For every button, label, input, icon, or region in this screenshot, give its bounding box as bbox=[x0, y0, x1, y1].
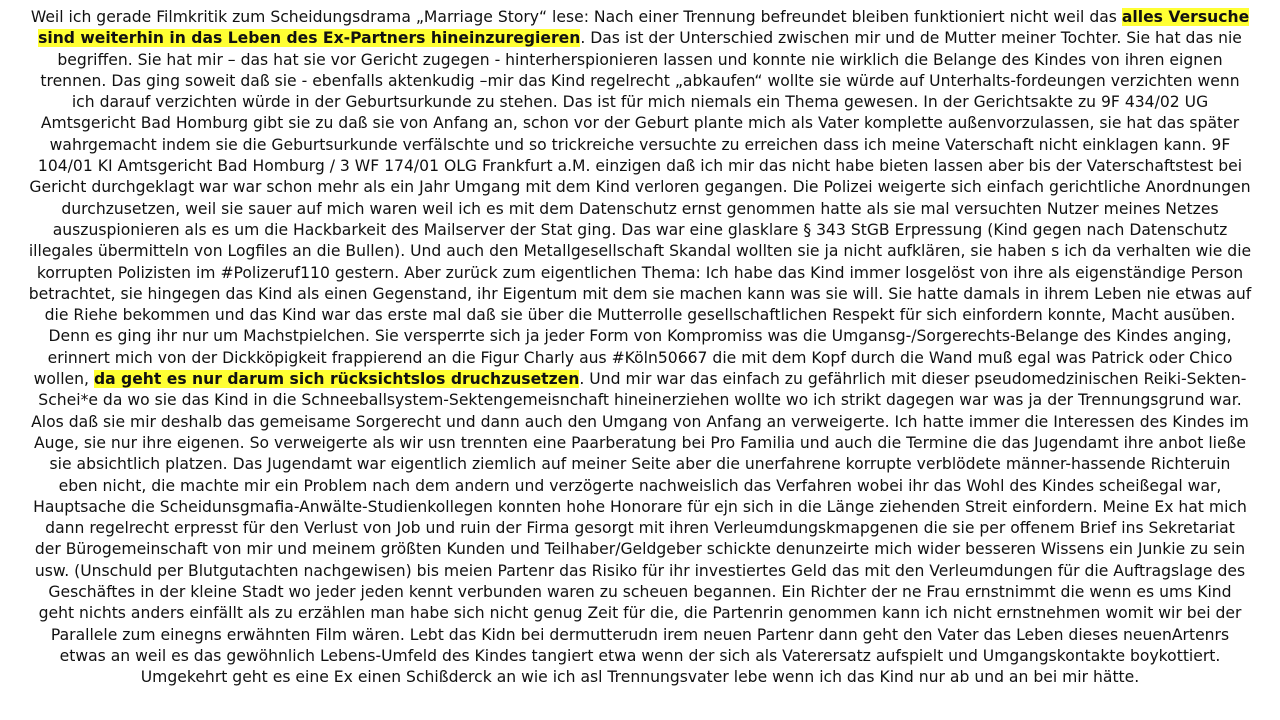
text-line bbox=[51, 625, 1229, 646]
text-segment: 104/01 KI Amtsgericht Bad Homburg / 3 WF 174/01 OLG Frankfurt a.M. einzigen daß ich mir das nicht habe bieten lassen aber bis der Vaterschaftstest bei bbox=[37, 157, 1243, 176]
text-segment: Gericht durchgeklagt war war schon mehr als ein Jahr Umgang mit dem Kind verloren gegangen. Die Polizei weigerte sich einfach gerichtliche Anordnungen bbox=[29, 178, 1251, 197]
text-line bbox=[48, 348, 1233, 369]
text-segment: Umgekehrt geht es eine Ex einen Schißderck an wie ich asl Trennungsvater lebe wenn ich das Kind nur ab und an bei mir hätte. bbox=[140, 668, 1140, 687]
text-line bbox=[40, 71, 1239, 92]
text-segment: Schei*e da wo sie das Kind in die Schneeballsystem-Sektengemeisnchaft hineinerziehen wollte wo ich strikt dagegen war was ja der Trennungsgrund war. bbox=[38, 391, 1242, 410]
text-line bbox=[61, 199, 1218, 220]
text-segment: eben nicht, die machte mir ein Problem nach dem andern und verzögerte nachweislich das Verfahren wobei ihr das Wohl des Kindes scheißegal war, bbox=[58, 476, 1222, 495]
text-segment: Parallele zum einegns erwähnten Film wären. Lebt das Kidn bei dermutterudn irem neuen Partenr dann geht den Vater das Leben dieses neuenArtenrs bbox=[50, 625, 1230, 644]
text-line bbox=[41, 113, 1239, 134]
text-line bbox=[34, 433, 1246, 454]
text-segment: illegales übermitteln von Logfiles an die Bullen). Und auch den Metallgesellschaft Skandal wollten sie ja nicht aufklären, sie haben s ich da verhalten wie die bbox=[28, 242, 1252, 261]
text-segment: betrachtet, sie hingegen das Kind als einen Gegenstand, ihr Eigentum mit dem sie machen kann was sie will. Sie hatte damals in ihrem Leben nie etwas auf bbox=[28, 284, 1252, 303]
text-segment: wollen, bbox=[33, 370, 94, 389]
text-segment: korrupten Polizisten im #Polizeruf110 gestern. Aber zurück zum eigentlichen Thema: Ich habe das Kind immer losgelöst von ihre als eigenständige Person bbox=[36, 263, 1244, 282]
text-segment: Hauptsache die Scheidunsgmafia-Anwälte-Studienkollegen konnten hohe Honorare für ejn sich in die Länge ziehenden Streit einfordern. Meine Ex hat mich bbox=[33, 497, 1247, 516]
text-segment: begriffen. Sie hat mir – das hat sie vor Gericht zugegen - hinterherspionieren lassen und konnte nie wirklich die Belange des Kindes von ihren eignen bbox=[57, 50, 1223, 69]
text-segment: Geschäftes in der kleine Stadt wo jeder jeden kennt verbunden waren zu scheuen begannen. Ein Richter der ne Frau ernstnimmt die wenn es ums Kind bbox=[48, 583, 1232, 602]
text-line bbox=[35, 561, 1245, 582]
text-line bbox=[38, 390, 1241, 411]
text-segment: erinnert mich von der Dickköpigkeit frappierend an die Figur Charly aus #Köln50667 die mit dem Kopf durch die Wand muß egal was Patrick oder Chico bbox=[47, 348, 1233, 367]
text-line bbox=[45, 305, 1236, 326]
text-segment: Alos daß sie mir deshalb das gemeisame Sorgerecht und dann auch den Umgang von Anfang an verweigerte. Ich hatte immer die Interessen des Kindes im bbox=[31, 412, 1249, 431]
text-segment: Denn es ging ihr nur um Machstpielchen. Sie versperrte sich ja jeder Form von Kompromiss was die Umgansg-/Sorgerechts-Belange des Kindes anging, bbox=[48, 327, 1232, 346]
text-segment: der Bürogemeinschaft von mir und meinem größten Kunden und Teilhaber/Geldgeber schickte denunzeirte mich wider besseren Wissens ein Junkie zu sein bbox=[34, 540, 1246, 559]
text-line bbox=[38, 28, 1242, 49]
text-line bbox=[35, 539, 1245, 560]
text-segment: dann regelrecht erpresst für den Verlust von Job und ruin der Firma gesorgt mit ihren Verleumdungskmapgenen die sie per offenem Brief ins Sekretariat bbox=[45, 519, 1235, 538]
text-line bbox=[59, 476, 1222, 497]
text-segment: Weil ich gerade Filmkritik zum Scheidungsdrama „Marriage Story“ lese: Nach einer Trennung befreundet bleiben funktioniert nicht weil das bbox=[30, 8, 1122, 26]
text-line bbox=[48, 582, 1231, 603]
text-segment: auszuspionieren als es um die Hackbarkeit des Mailserver der Stat ging. Das war eine glasklare § 343 StGB Erpressung (Kind gegen nach Datenschutz bbox=[52, 220, 1228, 239]
highlighted-phrase: alles Versuche bbox=[1121, 8, 1250, 26]
text-segment: wahrgemacht indem sie die Geburtsurkunde verfälschte und so trickreiche versuchte zu erreichen dass ich meine Vaterschaft nicht einklagen kann. 9F bbox=[49, 135, 1231, 154]
text-line bbox=[45, 518, 1235, 539]
text-segment: usw. (Unschuld per Blutgutachten nachgewisen) bis meien Partenr das Risiko für ihr investiertes Geld das mit den Verleumdungen für die Auftragslage des bbox=[34, 561, 1246, 580]
text-segment: etwas an weil es das gewöhnlich Lebens-Umfeld des Kindes tangiert etwa wenn der sich als Vaterersatz aufspielt und Umgangskontakte boykottiert. bbox=[59, 646, 1221, 665]
text-line bbox=[72, 92, 1208, 113]
text-line bbox=[50, 135, 1231, 156]
highlighted-phrase: sind weiterhin in das Leben des Ex-Partners hineinzuregieren bbox=[38, 29, 581, 48]
text-line bbox=[60, 646, 1221, 667]
text-segment: geht nichts anders einfällt als zu erzählen man habe sich nicht genug Zeit für die, die Partenrin genommen kann ich nicht ernstnehmen womit wir bei der bbox=[38, 604, 1242, 623]
text-segment: die Riehe bekommen und das Kind war das erste mal daß sie über die Mutterrolle gesellschaftlichen Respekt für sich einfordern konnte, Macht ausüben. bbox=[44, 306, 1236, 325]
text-line bbox=[29, 177, 1250, 198]
text-line bbox=[33, 497, 1247, 518]
text-line bbox=[31, 7, 1249, 28]
text-line bbox=[29, 284, 1252, 305]
text-segment: . Das ist der Unterschied zwischen mir und de Mutter meiner Tochter. Sie hat das nie bbox=[580, 29, 1242, 48]
highlighted-phrase: da geht es nur darum sich rücksichtslos druchzusetzen bbox=[93, 370, 580, 389]
text-line bbox=[38, 156, 1242, 177]
text-line bbox=[37, 263, 1243, 284]
text-segment: Amtsgericht Bad Homburg gibt sie zu daß sie von Anfang an, schon vor der Geburt plante mich als Vater komplette außenvorzulassen, sie hat das später bbox=[40, 114, 1240, 133]
text-line bbox=[50, 454, 1231, 475]
text-line bbox=[141, 667, 1139, 688]
text-segment: . Und mir war das einfach zu gefährlich mit dieser pseudomedzinischen Reiki-Sekten- bbox=[579, 370, 1247, 389]
text-line bbox=[57, 50, 1222, 71]
text-segment: Auge, sie nur ihre eigenen. So verweigerte als wir usn trennten eine Paarberatung bei Pro Familia und auch die Termine die das Jugendamt ihre anbot ließe bbox=[33, 433, 1247, 452]
text-segment: durchzusetzen, weil sie sauer auf mich waren weil ich es mit dem Datenschutz ernst genommen hatte als sie mal versuchten Nutzer meines Netzes bbox=[61, 199, 1219, 218]
text-line bbox=[39, 603, 1242, 624]
text-line bbox=[29, 241, 1251, 262]
text-line bbox=[48, 326, 1231, 347]
text-segment: trennen. Das ging soweit daß sie - ebenfalls aktenkudig –mir das Kind regelrecht „abkaufen“ wollte sie würde auf Unterhalts-fordeungen verzichten wenn bbox=[40, 71, 1240, 90]
text-line bbox=[34, 369, 1247, 390]
text-segment: ich darauf verzichten würde in der Geburtsurkunde zu stehen. Das ist für mich niemals ein Thema gewesen. In der Gerichtsakte zu 9F 434/02 UG bbox=[71, 93, 1209, 112]
text-line bbox=[31, 412, 1249, 433]
text-line bbox=[53, 220, 1228, 241]
text-segment: sie absichtlich platzen. Das Jugendamt war eigentlich ziemlich auf meiner Seite aber die unerfahrene korrupte verblödete männer-hassende Richteruin bbox=[49, 455, 1231, 474]
